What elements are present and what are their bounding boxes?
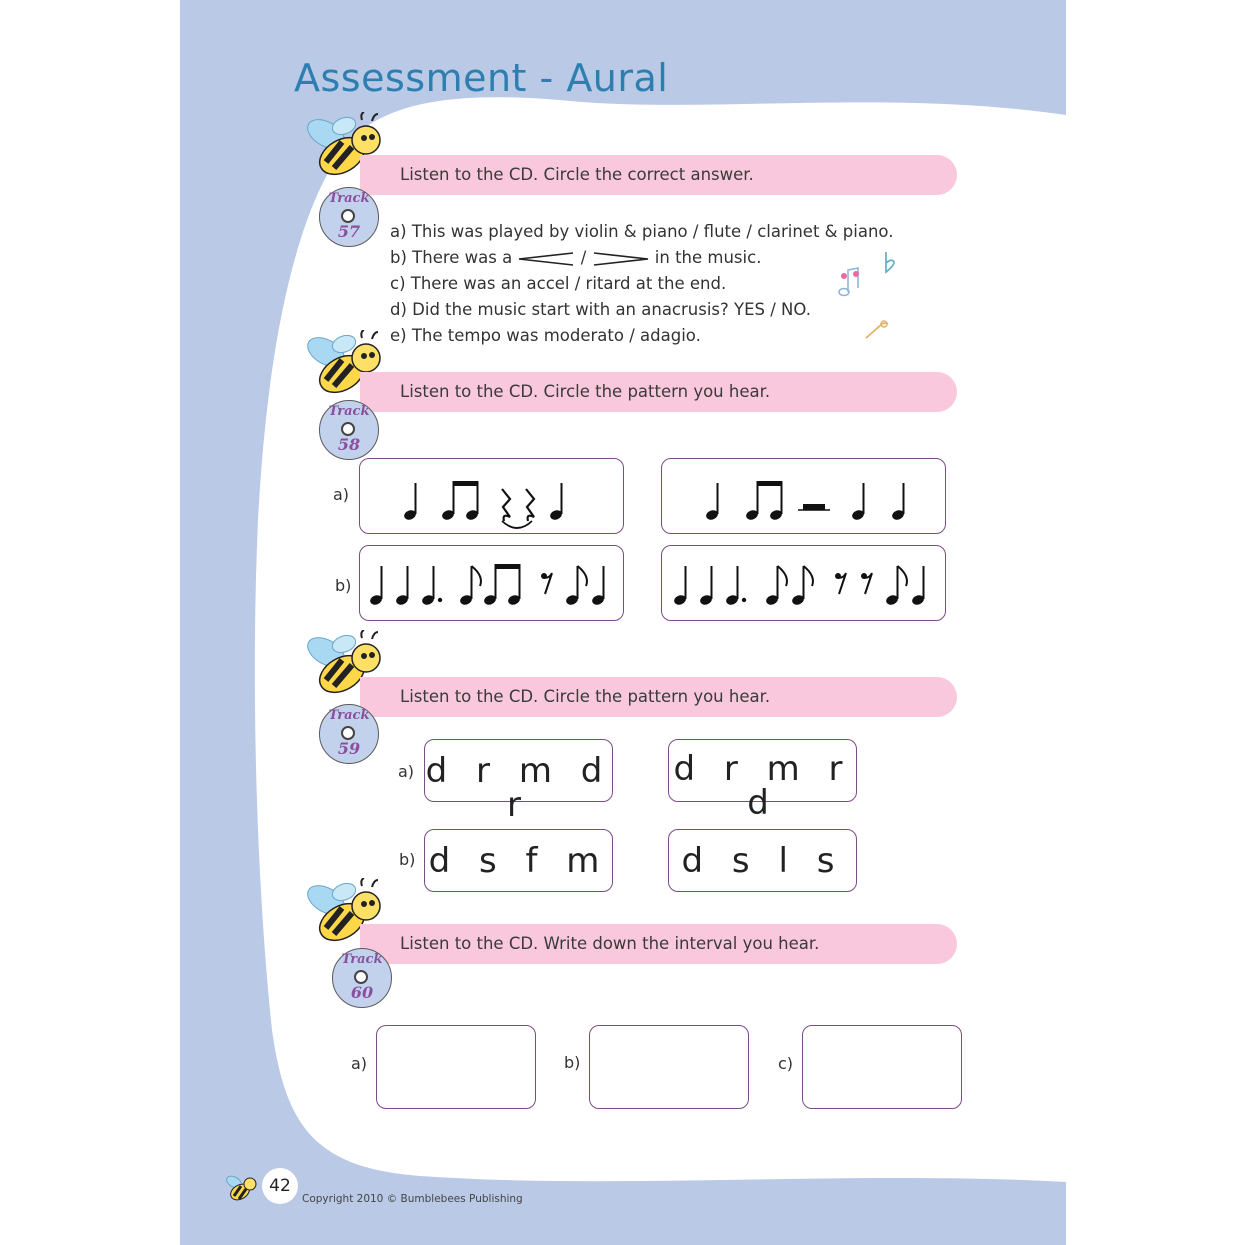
track-58-cd-icon (319, 400, 379, 460)
minim-rest-icon (798, 504, 830, 510)
crescendo-icon (517, 251, 575, 267)
quaver-icon (565, 566, 587, 606)
quaver-icon (885, 566, 907, 606)
page-title: Assessment - Aural (294, 56, 669, 100)
flat-icon (880, 250, 900, 276)
question-b (390, 248, 761, 267)
solfa-pattern: d s f m (428, 841, 609, 881)
solfa-option-b1[interactable] (424, 829, 613, 892)
quaver-icon (765, 566, 787, 606)
instruction-banner-2: Listen to the CD. Circle the pattern you hear. (360, 372, 957, 412)
interval-answer-c[interactable] (802, 1025, 962, 1109)
question-e: e) The tempo was moderato / adagio. (390, 326, 701, 345)
cd-icon (341, 209, 355, 223)
crotchet-icon (591, 566, 605, 606)
track-number: 60 (350, 983, 374, 1002)
option-label-a: a) (333, 485, 350, 504)
instruction-banner-3: Listen to the CD. Circle the pattern you hear. (360, 677, 957, 717)
quaver-icon (791, 566, 813, 606)
crotchet-icon (549, 483, 563, 521)
quaver-pair-icon (441, 481, 479, 521)
page-number: 42 (262, 1168, 298, 1204)
crotchet-icon (705, 483, 719, 521)
question-d: d) Did the music start with an anacrusis? YES / NO. (390, 300, 811, 319)
copyright-text: Copyright 2010 © Bumblebees Publishing (302, 1193, 523, 1205)
solfa-option-b2[interactable] (668, 829, 857, 892)
crotchet-icon (403, 483, 417, 521)
crotchet-icon (699, 566, 713, 606)
solfa-option-a2[interactable] (668, 739, 857, 823)
cd-icon (341, 726, 355, 740)
question-b-start: b) There was a (390, 248, 513, 267)
rhythm-option-b1[interactable] (359, 545, 624, 621)
quaver-rest-icon (835, 573, 846, 594)
track-number: 59 (337, 739, 361, 758)
answer-label-b: b) (564, 1053, 581, 1072)
diminuendo-icon (592, 251, 650, 267)
rhythm-option-a2[interactable] (661, 458, 946, 534)
solfa-option-a1[interactable] (424, 739, 613, 825)
quaver-rest-icon (541, 573, 552, 594)
question-b-end: in the music. (654, 248, 762, 267)
answer-label-c: c) (778, 1054, 794, 1073)
answer-label-a: a) (351, 1054, 368, 1073)
crotchet-icon (673, 566, 687, 606)
track-60-cd-icon (332, 948, 392, 1008)
quaver-icon (459, 566, 481, 606)
crotchet-rest-icon (502, 489, 510, 521)
crotchet-icon (851, 483, 865, 521)
quaver-pair-icon (745, 481, 783, 521)
rhythm-notation (662, 459, 944, 531)
question-a: a) This was played by violin & piano / flute / clarinet & piano. (390, 222, 894, 241)
music-note-icon (836, 266, 864, 298)
option-label-b: b) (335, 576, 352, 595)
interval-answer-a[interactable] (376, 1025, 536, 1109)
dotted-crotchet-icon (725, 566, 746, 606)
quaver-pair-icon (483, 564, 521, 606)
rhythm-notation (360, 459, 622, 531)
crotchet-icon (369, 566, 383, 606)
rhythm-notation (662, 546, 944, 618)
instruction-banner-4: Listen to the CD. Write down the interval you hear. (360, 924, 957, 964)
tie-icon (502, 521, 532, 528)
cd-icon (354, 970, 368, 984)
interval-answer-b[interactable] (589, 1025, 749, 1109)
rhythm-option-b2[interactable] (661, 545, 946, 621)
option-label-b: b) (399, 850, 416, 869)
dotted-crotchet-icon (421, 566, 442, 606)
crotchet-icon (911, 566, 925, 606)
bee-icon (224, 1172, 260, 1204)
solfa-pattern: d s l s (681, 841, 844, 881)
track-59-cd-icon (319, 704, 379, 764)
track-number: 57 (337, 222, 361, 241)
quaver-rest-icon (861, 573, 872, 594)
rhythm-notation (360, 546, 622, 618)
instruction-banner-1: Listen to the CD. Circle the correct answer. (360, 155, 957, 195)
track-label: Track (341, 952, 383, 967)
track-57-cd-icon (319, 187, 379, 247)
music-note-icon (862, 318, 890, 342)
track-label: Track (328, 708, 370, 723)
track-label: Track (328, 404, 370, 419)
track-label: Track (328, 191, 370, 206)
track-number: 58 (337, 435, 361, 454)
crotchet-icon (891, 483, 905, 521)
solfa-pattern: d r m d r (425, 751, 612, 825)
cd-icon (341, 422, 355, 436)
question-c: c) There was an accel / ritard at the end. (390, 274, 727, 293)
rhythm-option-a1[interactable] (359, 458, 624, 534)
crotchet-icon (395, 566, 409, 606)
crotchet-rest-icon (526, 489, 534, 521)
slash-text: / (580, 248, 587, 267)
solfa-pattern: d r m r d (673, 749, 852, 823)
option-label-a: a) (398, 762, 415, 781)
